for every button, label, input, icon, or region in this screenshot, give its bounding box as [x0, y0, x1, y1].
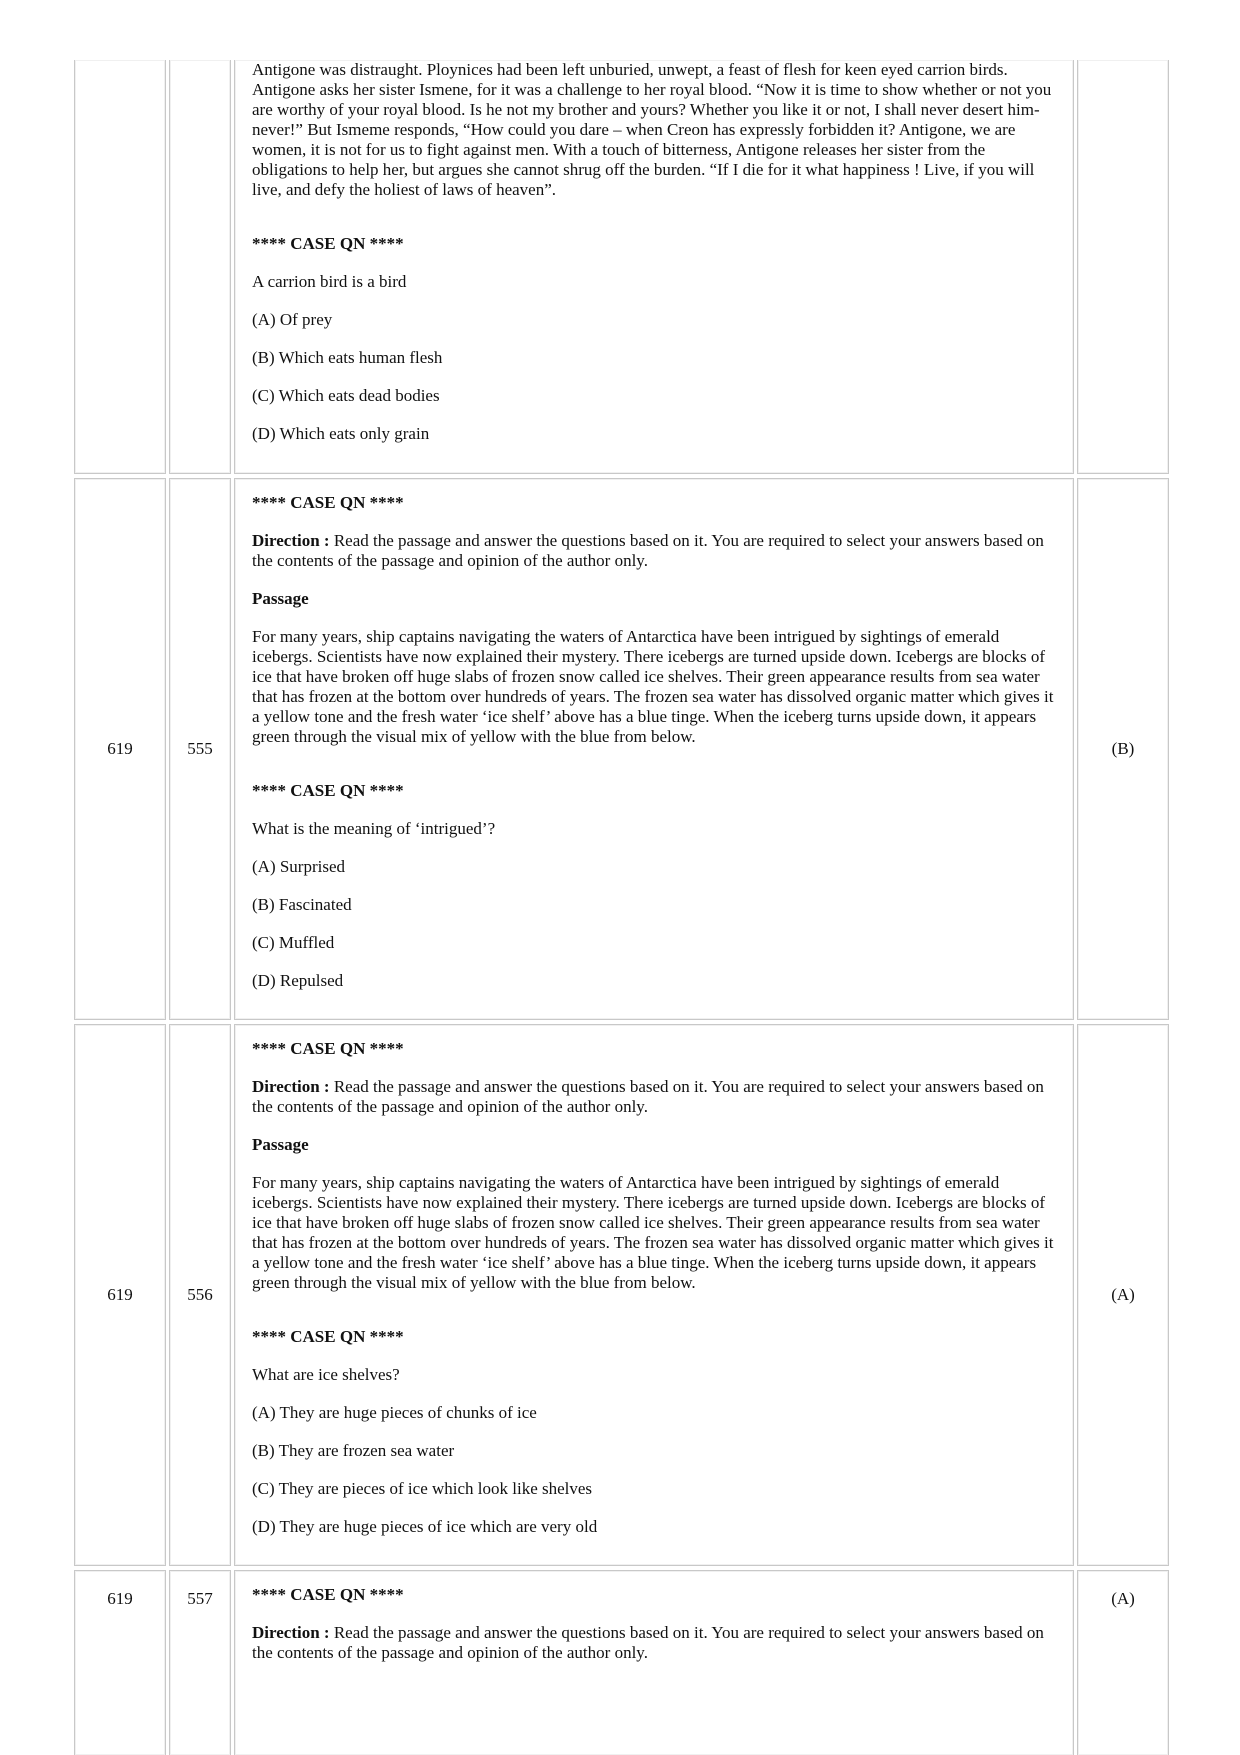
top-col1-cell — [74, 60, 166, 474]
option-d: (D) Which eats only grain — [252, 424, 430, 443]
answer-key: (A) — [1111, 1589, 1135, 1608]
option-d: (D) They are huge pieces of ice which are very old — [252, 1517, 598, 1536]
direction-text: Read the passage and answer the questions based on it. You are required to select your answers based on the contents of the passage and opinion of the author only. — [252, 1077, 1044, 1116]
row-557-content — [234, 1570, 1074, 1755]
passage-text: For many years, ship captains navigating the waters of Antarctica have been intrigued by sightings of emerald icebergs. Scientists have now explained their mystery. There icebergs are turned upside down. Icebergs are blocks of ice that have broken off huge slabs of frozen snow called ice shelves. Their green appearance results from sea water that has frozen at the bottom over hundreds of years. The frozen sea water has dissolved organic matter which gives it a yellow tone and the fresh water ‘ice shelf’ above has a blue tinge. When the iceberg turns upside down, it appears green through the visual mix of yellow with the blue from below. — [252, 1173, 1054, 1292]
top-col2-cell — [169, 60, 231, 474]
row-556-col2 — [169, 1024, 231, 1566]
row-555-content — [234, 478, 1074, 1020]
row-555-col1 — [74, 478, 166, 1020]
case-header: **** CASE QN **** — [252, 493, 404, 512]
row-555-col2 — [169, 478, 231, 1020]
option-b: (B) Fascinated — [252, 895, 352, 914]
passage-label: Passage — [252, 1135, 309, 1154]
row-556-col1 — [74, 1024, 166, 1566]
direction-label: Direction : — [252, 1077, 330, 1096]
option-c: (C) They are pieces of ice which look like shelves — [252, 1479, 593, 1498]
direction-text: Read the passage and answer the questions based on it. You are required to select your answers based on the contents of the passage and opinion of the author only. — [252, 531, 1044, 570]
option-a: (A) Surprised — [252, 857, 346, 876]
answer-key: (B) — [1111, 739, 1135, 758]
case-header: **** CASE QN **** — [252, 781, 404, 800]
option-d: (D) Repulsed — [252, 971, 344, 990]
row-556-answer — [1077, 1024, 1169, 1566]
row-555-answer — [1077, 478, 1169, 1020]
direction-text: Read the passage and answer the questions based on it. You are required to select your answers based on the contents of the passage and opinion of the author only. — [252, 1623, 1044, 1662]
passage-text: For many years, ship captains navigating the waters of Antarctica have been intrigued by sightings of emerald icebergs. Scientists have now explained their mystery. There icebergs are turned upside down. Icebergs are blocks of ice that have broken off huge slabs of frozen snow called ice shelves. Their green appearance results from sea water that has frozen at the bottom over hundreds of years. The frozen sea water has dissolved organic matter which gives it a yellow tone and the fresh water ‘ice shelf’ above has a blue tinge. When the iceberg turns upside down, it appears green through the visual mix of yellow with the blue from below. — [252, 627, 1054, 746]
question-text: What is the meaning of ‘intrigued’? — [252, 819, 496, 838]
row-556-content — [234, 1024, 1074, 1566]
option-a: (A) Of prey — [252, 310, 333, 329]
option-c: (C) Muffled — [252, 933, 335, 952]
case-header: **** CASE QN **** — [252, 234, 404, 253]
answer-key: (A) — [1111, 1285, 1135, 1304]
top-content-cell — [234, 60, 1074, 474]
passage-label: Passage — [252, 589, 309, 608]
case-header: **** CASE QN **** — [252, 1585, 404, 1604]
option-c: (C) Which eats dead bodies — [252, 386, 440, 405]
question-number: 556 — [187, 1285, 213, 1304]
case-header: **** CASE QN **** — [252, 1039, 404, 1058]
row-557-answer — [1077, 1570, 1169, 1755]
question-text: What are ice shelves? — [252, 1365, 400, 1384]
direction-label: Direction : — [252, 1623, 330, 1642]
option-a: (A) They are huge pieces of chunks of ice — [252, 1403, 537, 1422]
option-b: (B) Which eats human flesh — [252, 348, 443, 367]
passage-text: Antigone was distraught. Ploynices had been left unburied, unwept, a feast of flesh for keen eyed carrion birds. Antigone asks her sister Ismene, for it was a challenge to her royal blood. “Now it is time to show whether or not you are worthy of your royal blood. Is he not my brother and yours? Whether you like it or not, I shall never desert him-never!” But Ismeme responds, “How could you dare – when Creon has expressly forbidden it? Antigone, we are women, it is not for us to fight against men. With a touch of bitterness, Antigone releases her sister from the obligations to help her, but argues she cannot shrug off the burden. “If I die for it what happiness ! Live, if you will live, and defy the holiest of laws of heaven”. — [252, 60, 1052, 199]
option-b: (B) They are frozen sea water — [252, 1441, 455, 1460]
row-557-col2 — [169, 1570, 231, 1755]
direction-label: Direction : — [252, 531, 330, 550]
question-set-number: 619 — [107, 1285, 133, 1304]
question-text: A carrion bird is a bird — [252, 272, 407, 291]
question-set-number: 619 — [107, 739, 133, 758]
top-answer-cell — [1077, 60, 1169, 474]
question-set-number: 619 — [107, 1589, 133, 1608]
question-number: 557 — [187, 1589, 213, 1608]
question-number: 555 — [187, 739, 213, 758]
row-557-col1 — [74, 1570, 166, 1755]
case-header: **** CASE QN **** — [252, 1327, 404, 1346]
